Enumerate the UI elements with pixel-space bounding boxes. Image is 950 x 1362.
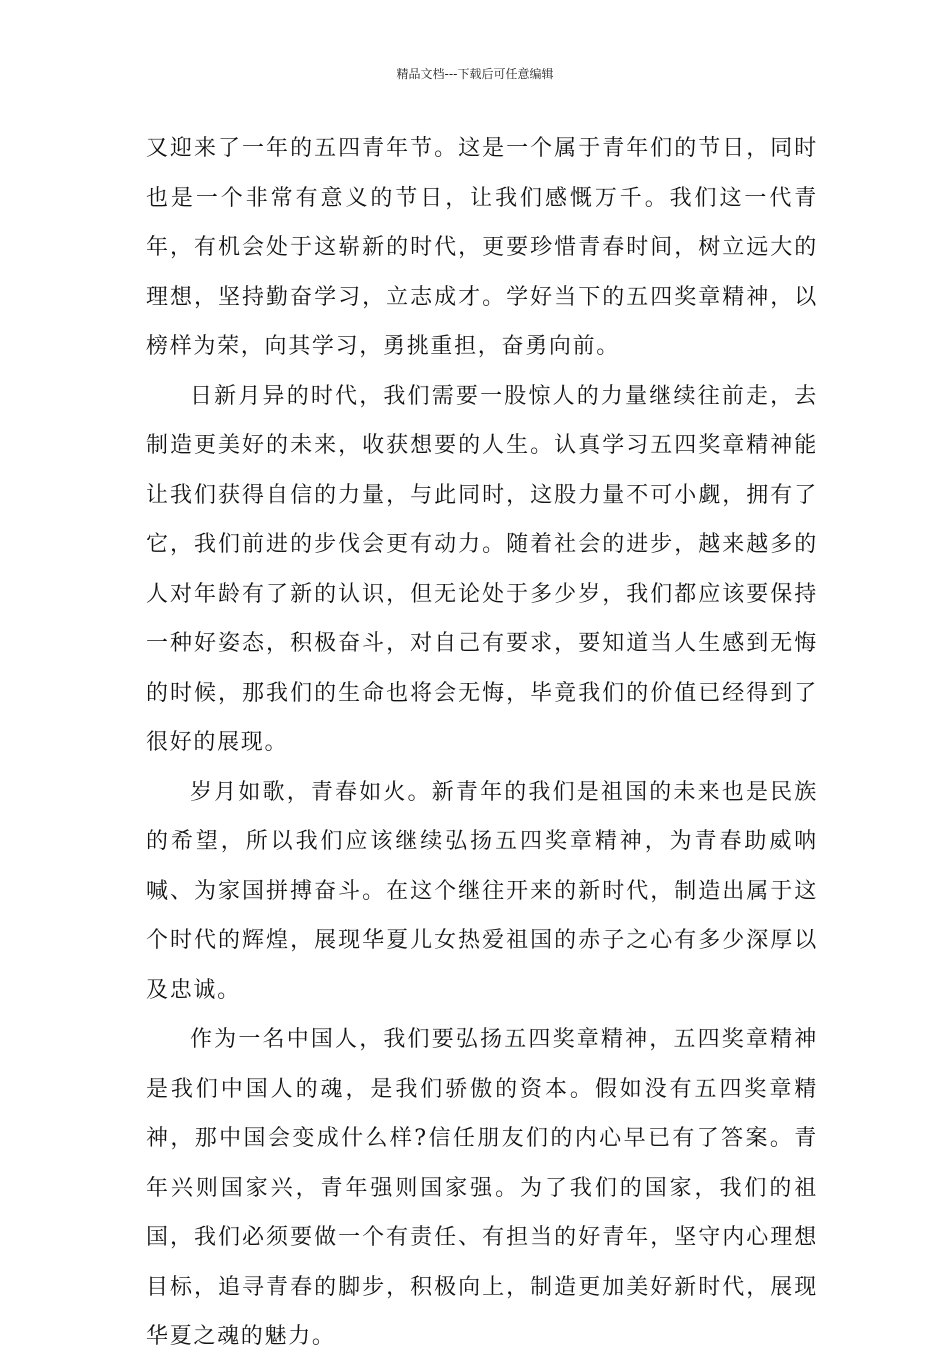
page-header: 精品文档---下载后可任意编辑	[396, 67, 554, 81]
paragraph-1: 又迎来了一年的五四青年节。这是一个属于青年们的节日，同时也是一个非常有意义的节日，让我们感慨万千。我们这一代青年，有机会处于这崭新的时代，更要珍惜青春时间，树立远大的理想，坚持勤奋学习，立志成才。学好当下的五四奖章精神，以榜样为荣，向其学习，勇挑重担，奋勇向前。	[146, 136, 818, 359]
paragraph-4: 作为一名中国人，我们要弘扬五四奖章精神，五四奖章精神是我们中国人的魂，是我们骄傲的资本。假如没有五四奖章精神，那中国会变成什么样?信任朋友们的内心早已有了答案。青年兴则国家兴，青年强则国家强。为了我们的国家，我们的祖国，我们必须要做一个有责任、有担当的好青年，坚守内心理想目标，追寻青春的脚步，积极向上，制造更加美好新时代，展现华夏之魂的魅力。	[146, 1027, 818, 1349]
paragraph-3: 岁月如歌，青春如火。新青年的我们是祖国的未来也是民族的希望，所以我们应该继续弘扬五四奖章精神，为青春助威呐喊、为家国拼搏奋斗。在这个继往开来的新时代，制造出属于这个时代的辉煌，展现华夏儿女热爱祖国的赤子之心有多少深厚以及忠诚。	[146, 779, 818, 1003]
paragraph-2: 日新月异的时代，我们需要一股惊人的力量继续往前走，去制造更美好的未来，收获想要的人生。认真学习五四奖章精神能让我们获得自信的力量，与此同时，这股力量不可小觑，拥有了它，我们前进的步伐会更有动力。随着社会的进步，越来越多的人对年龄有了新的认识，但无论处于多少岁，我们都应该要保持一种好姿态，积极奋斗，对自己有要求，要知道当人生感到无悔的时候，那我们的生命也将会无悔，毕竟我们的价值已经得到了很好的展现。	[146, 383, 818, 755]
document-body	[146, 124, 818, 1362]
